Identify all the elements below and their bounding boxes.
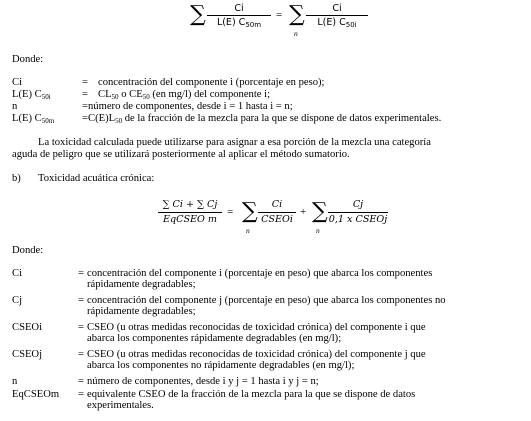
def-equals: = (78, 268, 84, 279)
def-description-cont: rápidamente degradables; (87, 306, 196, 317)
fraction-bar (158, 212, 222, 213)
def-equals: = (82, 89, 88, 100)
def-equals: = (82, 101, 88, 112)
section-title: Toxicidad acuática crónica: (38, 173, 155, 184)
paragraph-line: La toxicidad calculada puede utilizarse para asignar a esa porción de la mezcla una categoría (38, 137, 431, 148)
sum-index: n (316, 226, 320, 235)
def-term: L(E) $C_{50i}$ (12, 89, 51, 101)
formula1-rhs-fraction (306, 3, 368, 31)
formula2-lhs-fraction (158, 199, 222, 226)
def-equals: = (78, 376, 84, 387)
formula1-equals: = (276, 9, 283, 21)
fraction-bar (207, 15, 271, 16)
sum-symbol: ∑ (190, 2, 206, 27)
def-description-cont: abarca los componentes no rápidamente degradables (en mg/l); (87, 360, 355, 371)
def-description: CSEO (u otras medidas reconocidas de toxicidad crónica) del componente i que (87, 322, 426, 333)
def-description: $C(E)L_{50}$ de la fracción de la mezcla para la que se dispone de datos experimentales. (88, 113, 442, 125)
def-description-cont: abarca los componentes rápidamente degradables (en mg/l); (87, 333, 342, 344)
formula2-lhs-denominator: EqCSEO m (162, 214, 218, 225)
donde-label: Donde: (12, 245, 44, 256)
def-description: concentración del componente j (porcentaje en peso) que abarca los componentes no (87, 295, 446, 306)
sum-symbol: ∑ (312, 199, 328, 224)
def-equals: = (78, 295, 84, 306)
def-equals: = (78, 389, 84, 400)
formula2-term2-numerator: Cj (352, 199, 364, 210)
def-description: $CL_{50}$ o $CE_{50}$ (en mg/l) del componente i; (98, 89, 271, 101)
formula1-rhs-numerator: Ci (332, 3, 342, 14)
formula2-term1-fraction (258, 199, 296, 226)
def-description: equivalente CSEO de la fracción de la mezcla para la que se dispone de datos (87, 389, 416, 400)
def-description: número de componentes, desde i = 1 hasta i = n; (88, 101, 293, 112)
def-term: CSEOj (12, 349, 43, 360)
def-term: CSEOi (12, 322, 43, 333)
fraction-bar (258, 212, 296, 213)
sum-symbol: ∑ (289, 2, 305, 27)
formula2-lhs-numerator: ∑ Ci + ∑ Cj (162, 199, 218, 210)
def-term: n (12, 101, 18, 112)
formula2-equals: = (227, 206, 234, 218)
sum-index: n (294, 29, 298, 38)
donde-label: Donde: (12, 54, 44, 65)
def-term: L(E) $C_{50m}$ (12, 113, 55, 125)
def-term: Ci (12, 77, 23, 88)
formula2-plus: + (300, 206, 307, 218)
fraction-bar (306, 15, 368, 16)
fraction-bar (328, 212, 388, 213)
def-description: concentración del componente i (porcentaje en peso) que abarca los componentes (87, 268, 433, 279)
def-term: EqCSEOm (12, 389, 60, 400)
def-equals: = (78, 322, 84, 333)
def-description: concentración del componente i (porcentaje en peso); (98, 77, 325, 88)
def-equals: = (82, 77, 88, 88)
sum-index: n (246, 226, 250, 235)
def-description: CSEO (u otras medidas reconocidas de toxicidad crónica) del componente j que (87, 349, 426, 360)
paragraph-line: aguda de peligro que se utilizará posteriormente al aplicar el método sumatorio. (12, 149, 350, 160)
def-term: n (12, 376, 18, 387)
def-equals: = (82, 113, 88, 124)
formula2-term1-denominator: CSEOi (261, 214, 293, 225)
formula1-lhs-denominator: L(E) $C_{50m}$ (216, 17, 262, 29)
formula2-term2-fraction (328, 199, 388, 226)
def-term: Ci (12, 268, 23, 279)
sum-symbol: ∑ (242, 199, 258, 224)
section-label: b) (12, 173, 21, 184)
formula2-term2-denominator: 0,1 x CSEOj (328, 214, 388, 225)
formula1-rhs-denominator: L(E) $C_{50i}$ (317, 17, 357, 29)
formula1-lhs-fraction (207, 3, 271, 31)
def-description-cont: rápidamente degradables; (87, 279, 196, 290)
def-equals: = (78, 349, 84, 360)
formula1-lhs-numerator: Ci (234, 3, 244, 14)
def-term: Cj (12, 295, 23, 306)
def-description: número de componentes, desde i y j = 1 hasta i y j = n; (87, 376, 319, 387)
formula2-term1-numerator: Ci (271, 199, 283, 210)
def-description-cont: experimentales. (87, 400, 154, 411)
